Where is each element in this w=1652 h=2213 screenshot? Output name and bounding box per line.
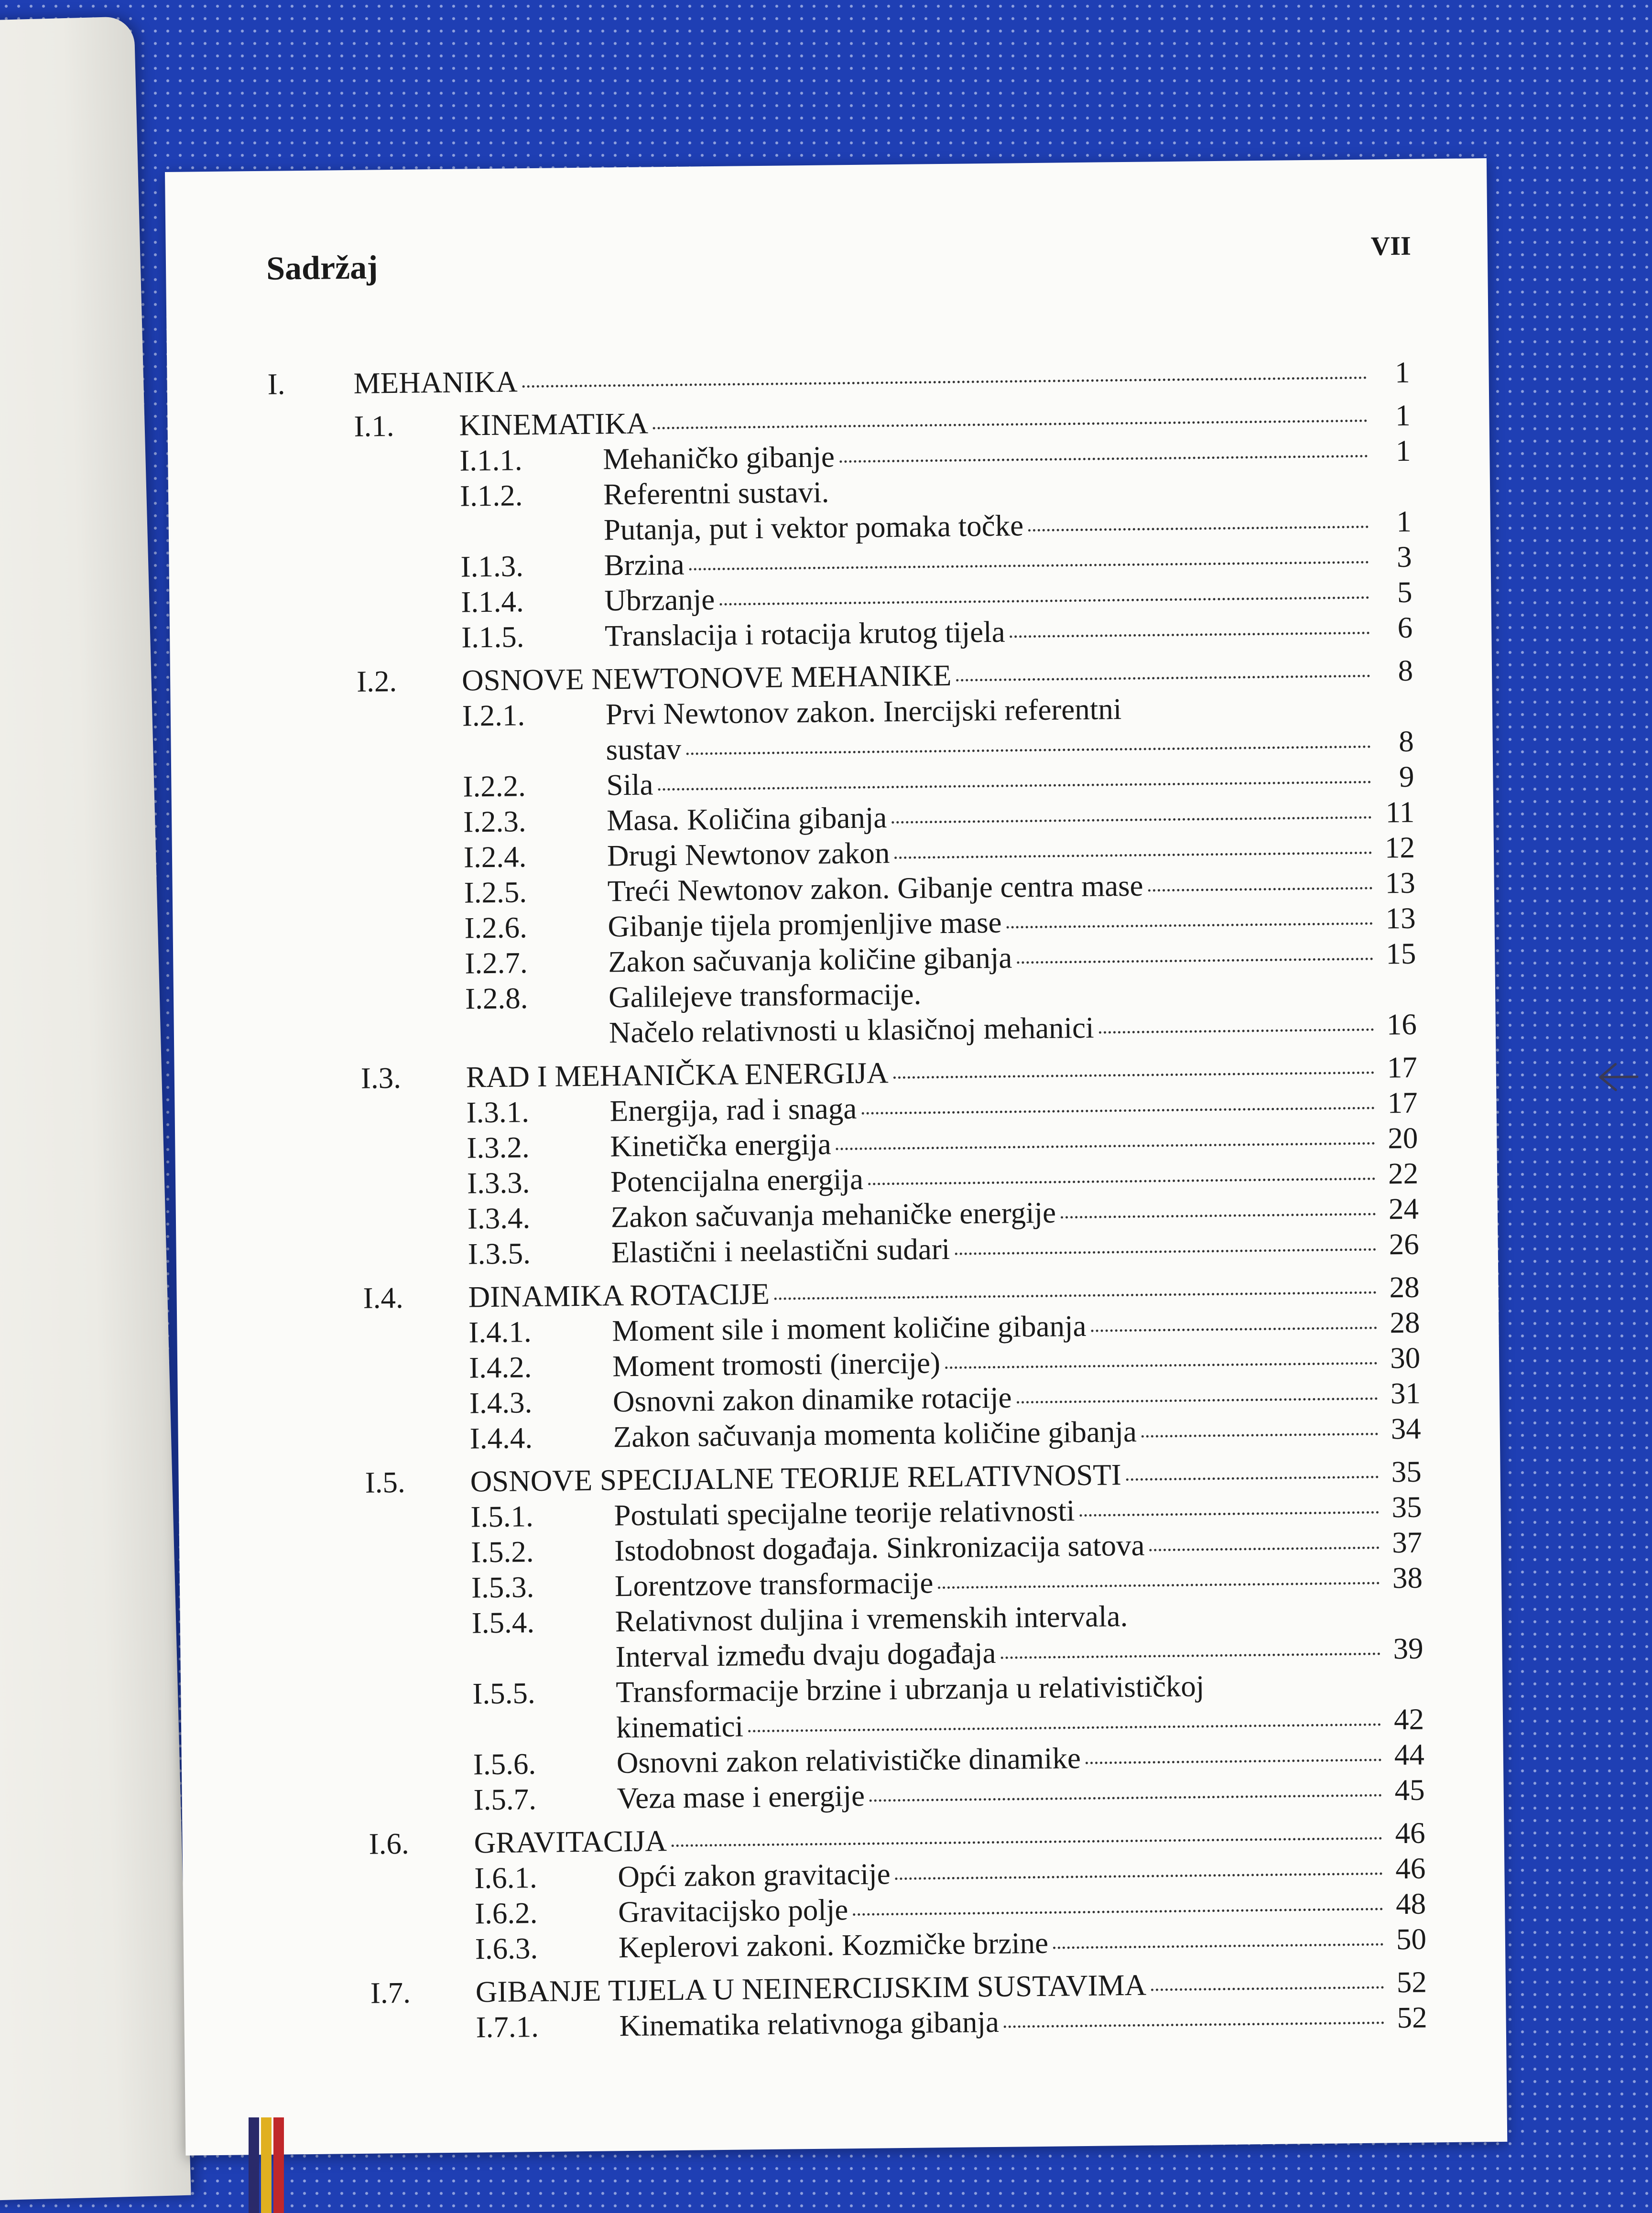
toc-entry-page: 46 (1395, 1851, 1426, 1886)
toc-entry-page: 15 (1385, 936, 1416, 971)
toc-entry-page: 12 (1384, 830, 1415, 865)
toc-entry-number: I.3.5. (467, 1237, 531, 1271)
toc-entry-title: Energija, rad i snaga (609, 1091, 857, 1128)
toc-entry-title: Elastični i neelastični sudari (611, 1232, 950, 1269)
toc-entry-number: I.5.1. (470, 1499, 534, 1534)
toc-entry-number: I.2.8. (465, 981, 528, 1016)
toc-entry-number: I.1.3. (460, 549, 524, 584)
toc-entry-page: 26 (1389, 1227, 1419, 1261)
dot-leader (1017, 958, 1373, 964)
toc-entry-number: I.1.4. (461, 585, 524, 619)
toc-entry-page: 9 (1399, 759, 1414, 794)
toc-entry-page: 6 (1397, 610, 1413, 645)
dot-leader (853, 1908, 1383, 1916)
toc-entry-title: Lorentzove transformacije (614, 1566, 934, 1603)
toc-entry-title: Gravitacijsko polje (618, 1893, 848, 1929)
toc-entry-page: 38 (1392, 1561, 1423, 1595)
dot-leader (945, 1362, 1377, 1369)
toc-entry-number: I.6. (369, 1826, 409, 1861)
toc-entry-title: Transformacije brzine i ubrzanja u relativističkoj (615, 1669, 1205, 1709)
dot-leader (938, 1582, 1380, 1589)
toc-entry-title: DINAMIKA ROTACIJE (468, 1277, 770, 1314)
toc-entry-number: I.5. (365, 1465, 406, 1499)
toc-entry-number: I.1.2. (459, 478, 523, 513)
toc-entry-page: 30 (1390, 1341, 1421, 1375)
toc-entry-title: Mehaničko gibanje (602, 440, 835, 476)
dot-leader (836, 1142, 1375, 1150)
toc-entry-title: OSNOVE SPECIJALNE TEORIJE RELATIVNOSTI (470, 1458, 1122, 1498)
toc-entry-title: Veza mase i energije (617, 1779, 865, 1815)
toc-entry-number: I.1. (354, 409, 394, 443)
toc-entry-page: 42 (1393, 1702, 1424, 1736)
bookmark-ribbon (261, 2117, 272, 2213)
toc-entry-number: I.2.3. (463, 804, 526, 839)
bookmark-ribbons (249, 2117, 301, 2213)
toc-entry-number: I.5.5. (472, 1676, 535, 1711)
toc-entry-number: I.5.7. (473, 1782, 537, 1817)
toc-entry-number: I.2.5. (464, 875, 527, 910)
toc-entry-page: 37 (1391, 1525, 1423, 1560)
toc-entry-page: 28 (1389, 1270, 1420, 1304)
toc-entry-page: 16 (1386, 1007, 1417, 1041)
dot-leader (955, 1248, 1376, 1255)
bookmark-ribbon (273, 2117, 284, 2213)
dot-leader (956, 675, 1370, 682)
dot-leader (1148, 887, 1372, 892)
dot-leader (774, 1291, 1377, 1300)
toc-entry-title: Ubrzanje (604, 583, 715, 618)
toc-entry-title: Načelo relativnosti u klasičnoj mehanici (609, 1010, 1094, 1050)
dot-leader (1017, 1398, 1378, 1404)
toc-entry-page: 11 (1385, 795, 1415, 829)
toc-entry-number: I.2.7. (465, 946, 528, 980)
toc-entry-number: I.1.1. (459, 443, 522, 477)
toc-entry-page: 44 (1394, 1737, 1425, 1772)
toc-entry-number: I.1.5. (461, 620, 524, 654)
toc-entry-title: Drugi Newtonov zakon (607, 836, 890, 873)
toc-entry-title: Putanja, put i vektor pomaka točke (603, 509, 1024, 547)
toc-entry-page: 17 (1387, 1050, 1418, 1085)
toc-entry-page: 46 (1395, 1816, 1425, 1850)
toc-entry-page: 13 (1385, 866, 1416, 900)
page-title: Sadržaj (266, 249, 378, 287)
toc-entry-title: Sila (606, 768, 653, 802)
toc-entry-number: I.2.1. (462, 698, 525, 733)
toc-entry-page: 1 (1394, 355, 1410, 390)
dot-leader (1010, 632, 1370, 638)
toc-entry-title: Prvi Newtonov zakon. Inercijski referentni (605, 692, 1122, 731)
toc-entry-page: 13 (1385, 901, 1416, 935)
toc-entry-page: 52 (1397, 2000, 1427, 2035)
toc-entry-title: sustav (606, 732, 682, 767)
toc-entry-title: MEHANIKA (353, 365, 518, 400)
toc-entry-title: Treći Newtonov zakon. Gibanje centra mase (607, 868, 1143, 908)
toc-entry-number: I.7.1. (476, 2010, 539, 2044)
dot-leader (1126, 1476, 1379, 1481)
dot-leader (1150, 1547, 1380, 1551)
toc-entry-number: I. (267, 367, 285, 401)
toc-entry-title: Keplerovi zakoni. Kozmičke brzine (618, 1926, 1049, 1964)
toc-entry-page: 52 (1396, 1965, 1427, 1999)
dot-leader (891, 816, 1371, 824)
toc-entry-title: Gibanje tijela promjenljive mase (608, 905, 1002, 944)
dot-leader (672, 1837, 1382, 1847)
toc-entry-page: 35 (1391, 1454, 1422, 1489)
toc-entry-page: 39 (1393, 1631, 1424, 1666)
toc-entry-page: 8 (1398, 653, 1413, 688)
toc-entry-title: Opći zakon gravitacije (618, 1857, 891, 1894)
dot-leader (1080, 1511, 1379, 1517)
toc-entry-number: I.7. (370, 1975, 411, 2010)
dot-leader (522, 377, 1367, 388)
dot-leader (689, 561, 1369, 571)
dot-leader (868, 1178, 1375, 1185)
toc-entry-title: Brzina (604, 547, 685, 582)
dot-leader (1028, 526, 1369, 532)
toc-entry-page: 35 (1391, 1490, 1422, 1524)
dot-leader (1001, 1653, 1380, 1659)
toc-entry-number: I.3. (360, 1061, 402, 1095)
toc-entry-title: Referentni sustavi. (603, 475, 829, 511)
dot-leader (748, 1724, 1381, 1733)
toc-entry-page: 17 (1387, 1085, 1418, 1120)
toc-entry-title: Osnovni zakon relativističke dinamike (616, 1741, 1081, 1780)
toc-entry-page: 24 (1388, 1192, 1419, 1226)
toc-entry-title: Moment tromosti (inercije) (612, 1346, 941, 1383)
toc-entry-page: 28 (1389, 1305, 1420, 1340)
toc-entry-title: GIBANJE TIJELA U NEINERCIJSKIM SUSTAVIMA (475, 1968, 1147, 2009)
toc-entry-number: I.5.2. (470, 1535, 534, 1569)
toc-entry-number: I.5.4. (471, 1606, 535, 1640)
toc-entry-title: Postulati specijalne teorije relativnosti (614, 1494, 1075, 1532)
toc-entry-title: Osnovni zakon dinamike rotacije (612, 1380, 1012, 1419)
dot-leader (1151, 1986, 1384, 1991)
dot-leader (869, 1794, 1382, 1802)
toc-entry-title: Potencijalna energija (610, 1162, 864, 1199)
toc-entry-page: 45 (1394, 1773, 1425, 1807)
toc-entry-number: I.2.4. (463, 840, 527, 874)
dot-leader (1086, 1759, 1381, 1764)
toc-entry-number: I.3.3. (467, 1166, 530, 1200)
dot-leader (1053, 1943, 1383, 1949)
toc-entry-number: I.5.6. (473, 1747, 536, 1781)
toc-entry-title: Relativnost duljina i vremenskih intervala. (615, 1599, 1128, 1638)
dot-leader (894, 852, 1372, 859)
toc-entry-title: Galilejeve transformacije. (608, 977, 922, 1014)
toc-entry-page: 20 (1387, 1121, 1418, 1155)
toc-entry-page: 8 (1398, 724, 1414, 759)
book-page (165, 158, 1507, 2156)
toc-entry-number: I.4.2. (468, 1350, 532, 1385)
toc-entry-title: RAD I MEHANIČKA ENERGIJA (466, 1056, 889, 1094)
dot-leader (839, 455, 1368, 463)
toc-entry-title: Translacija i rotacija krutog tijela (604, 615, 1005, 653)
dot-leader (653, 420, 1368, 430)
toc-entry-page: 3 (1396, 540, 1412, 574)
toc-entry-number: I.4.3. (469, 1386, 533, 1420)
dot-leader (893, 1072, 1374, 1079)
dot-leader (1141, 1433, 1378, 1438)
toc-entry-title: Zakon sačuvanja mehaničke energije (610, 1195, 1056, 1234)
toc-entry-page: 22 (1388, 1156, 1419, 1191)
toc-entry-title: Zakon sačuvanja momenta količine gibanja (613, 1414, 1137, 1454)
toc-entry-title: KINEMATIKA (459, 406, 649, 442)
dot-leader (1091, 1327, 1377, 1332)
toc-entry-page: 48 (1395, 1887, 1426, 1921)
toc-entry-number: I.4. (363, 1280, 404, 1315)
toc-entry-title: Masa. Količina gibanja (606, 801, 887, 837)
toc-entry-number: I.6.3. (475, 1931, 538, 1966)
dot-leader (861, 1107, 1374, 1115)
toc-entry-title: Interval između dvaju događaja (615, 1636, 996, 1674)
dot-leader (895, 1873, 1383, 1880)
toc-entry-page: 1 (1395, 398, 1411, 433)
toc-entry-page: 34 (1391, 1411, 1422, 1446)
dot-leader (686, 746, 1370, 755)
toc-entry-title: kinematici (616, 1709, 744, 1745)
toc-entry-page: 5 (1397, 575, 1413, 609)
toc-entry (267, 355, 1410, 402)
dot-leader (1099, 1029, 1374, 1034)
toc-entry-page: 1 (1395, 434, 1411, 468)
toc-entry-title: Kinematika relativnoga gibanja (619, 2005, 1000, 2043)
toc-entry-number: I.4.4. (469, 1421, 533, 1455)
handwritten-arrow-icon (1597, 1060, 1640, 1094)
toc-entry-number: I.2. (356, 664, 397, 698)
toc-entry-number: I.3.2. (467, 1130, 530, 1165)
toc-entry-page: 1 (1396, 504, 1412, 539)
toc-entry-number: I.2.6. (464, 911, 528, 945)
dot-leader (658, 781, 1371, 791)
toc-entry-title: OSNOVE NEWTONOVE MEHANIKE (461, 658, 952, 697)
dot-leader (1007, 922, 1373, 929)
toc-entry-number: I.3.1. (466, 1095, 530, 1129)
page-number: VII (1370, 231, 1412, 261)
toc-entry-title: Moment sile i moment količine gibanja (612, 1309, 1087, 1348)
dot-leader (1004, 2022, 1384, 2028)
toc-entry-title: Zakon sačuvanja količine gibanja (608, 941, 1012, 979)
toc-entry-title: Istodobnost događaja. Sinkronizacija satova (614, 1528, 1145, 1568)
dot-leader (719, 597, 1369, 606)
toc-entry-number: I.6.1. (474, 1861, 538, 1895)
toc-entry-title: GRAVITACIJA (474, 1824, 667, 1860)
toc-entry-number: I.2.2. (463, 769, 526, 803)
toc-entry-title: Kinetička energija (610, 1127, 832, 1163)
toc-entry-number: I.3.4. (467, 1201, 531, 1236)
bookmark-ribbon (249, 2117, 259, 2213)
toc-entry-number: I.6.2. (474, 1896, 538, 1931)
toc-entry-page: 50 (1396, 1922, 1427, 1956)
left-page (0, 16, 191, 2202)
table-of-contents (267, 346, 1427, 2048)
toc-entry-number: I.4.1. (468, 1315, 532, 1349)
toc-entry-number: I.5.3. (471, 1570, 534, 1605)
dot-leader (1061, 1213, 1376, 1219)
toc-entry-page: 31 (1390, 1376, 1421, 1410)
